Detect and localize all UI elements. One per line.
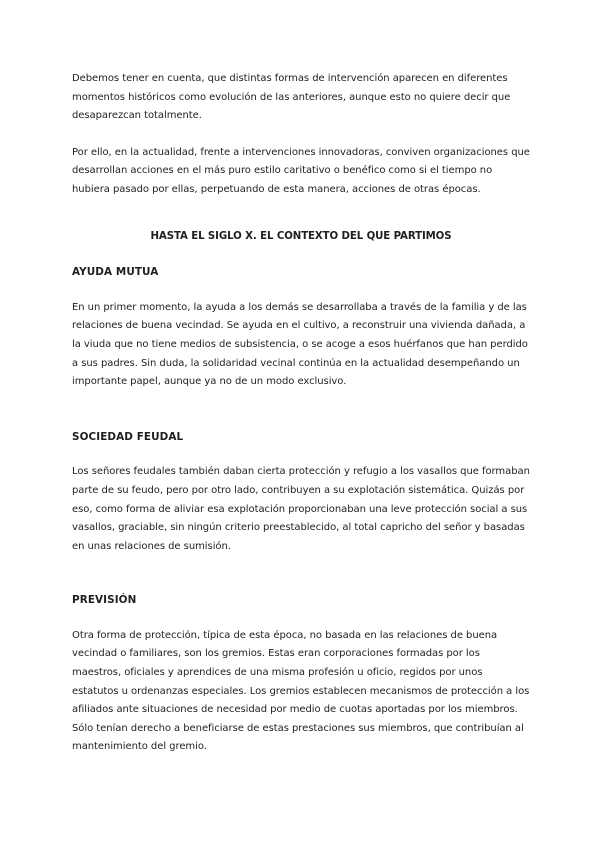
intro-paragraph-1: Debemos tener en cuenta, que distintas formas de intervención aparecen en diferentes momentos históricos como evolución de las anteriores, aunque esto no quiere decir que desaparezcan totalmente. bbox=[72, 73, 511, 122]
paragraph-prevision: Otra forma de protección, típica de esta época, no basada en las relaciones de buena vecindad o familiares, son los gremios. Estas eran corporaciones formadas por los maestros, oficiales y aprendices de una misma profesión u oficio, regidos por unos estatutos u ordenanzas especiales. Los gremios establecen mecanismos de protección a los afiliados ante situaciones de necesidad por medio de cuotas aportadas por los miembros. Sólo tenían derecho a beneficiarse de estas prestaciones sus miembros, que contribuían al mantenimiento del gremio. bbox=[72, 629, 530, 753]
paragraph-ayuda-mutua: En un primer momento, la ayuda a los demás se desarrollaba a través de la familia y de las relaciones de buena vecindad. Se ayuda en el cultivo, a reconstruir una vivienda dañada, a la viuda que no tiene medios de subsistencia, o se acoge a esos huérfanos que han perdido a sus padres. Sin duda, la solidaridad vecinal continúa en la actualidad desempeñando un importante papel, aunque ya no de un modo exclusivo. bbox=[72, 301, 528, 388]
section-title: HASTA EL SIGLO X. EL CONTEXTO DEL QUE PARTIMOS bbox=[150, 230, 452, 242]
paragraph-sociedad-feudal: Los señores feudales también daban cierta protección y refugio a los vasallos que formaban parte de su feudo, pero por otro lado, contribuyen a su explotación sistemática. Quizás por eso, como forma de aliviar esa explotación proporcionaban una leve protección social a sus vasallos, graciable, sin ningún criterio preestablecido, al total capricho del señor y basadas en unas relaciones de sumisión. bbox=[72, 466, 530, 552]
heading-prevision: PREVISIÓN bbox=[72, 594, 137, 607]
heading-ayuda-mutua: AYUDA MUTUA bbox=[72, 266, 159, 279]
heading-sociedad-feudal: SOCIEDAD FEUDAL bbox=[72, 430, 184, 443]
intro-paragraph-2: Por ello, en la actualidad, frente a intervenciones innovadoras, conviven organizaciones que desarrollan acciones en el más puro estilo caritativo o benéfico como si el tiempo no hubiera pasado por ellas, perpetuando de esta manera, acciones de otras épocas. bbox=[72, 146, 530, 195]
